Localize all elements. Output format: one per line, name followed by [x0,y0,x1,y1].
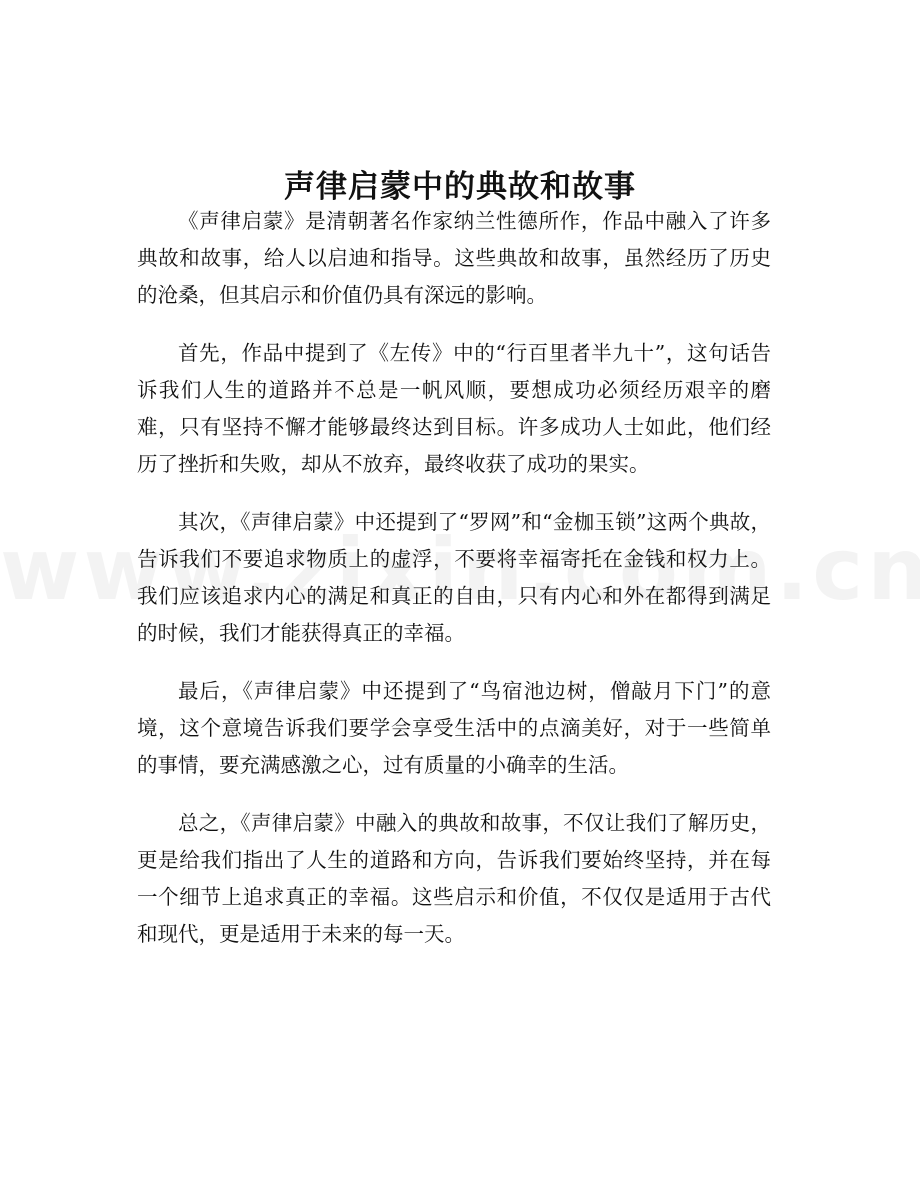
paragraph-2: 首先，作品中提到了《左传》中的“行百里者半九十”，这句话告诉我们人生的道路并不总是一帆风顺，要想成功必须经历艰辛的磨难，只有坚持不懈才能够最终达到目标。许多成功人士如此，他们经历了挫折和失败，却从不放弃，最终收获了成功的果实。 [137,341,771,476]
document-title: 声律启蒙中的典故和故事 [284,168,636,205]
paragraph-3: 其次，《声律启蒙》中还提到了“罗网”和“金枷玉锁”这两个典故，告诉我们不要追求物质上的虚浮，不要将幸福寄托在金钱和权力上。我们应该追求内心的满足和真正的自由，只有内心和外在都得到满足的时候，我们才能获得真正的幸福。 [137,510,771,645]
paragraph-1: 《声律启蒙》是清朝著名作家纳兰性德所作，作品中融入了许多典故和故事，给人以启迪和指导。这些典故和故事，虽然经历了历史的沧桑，但其启示和价值仍具有深远的影响。 [137,209,771,307]
document-body [137,203,771,974]
paragraph-4: 最后，《声律启蒙》中还提到了“鸟宿池边树，僧敲月下门”的意境，这个意境告诉我们要学会享受生活中的点滴美好，对于一些简单的事情，要充满感激之心，过有质量的小确幸的生活。 [137,679,771,777]
paragraph-5: 总之，《声律启蒙》中融入的典故和故事，不仅让我们了解历史，更是给我们指出了人生的道路和方向，告诉我们要始终坚持，并在每一个细节上追求真正的幸福。这些启示和价值，不仅仅是适用于古代和现代，更是适用于未来的每一天。 [137,811,771,946]
